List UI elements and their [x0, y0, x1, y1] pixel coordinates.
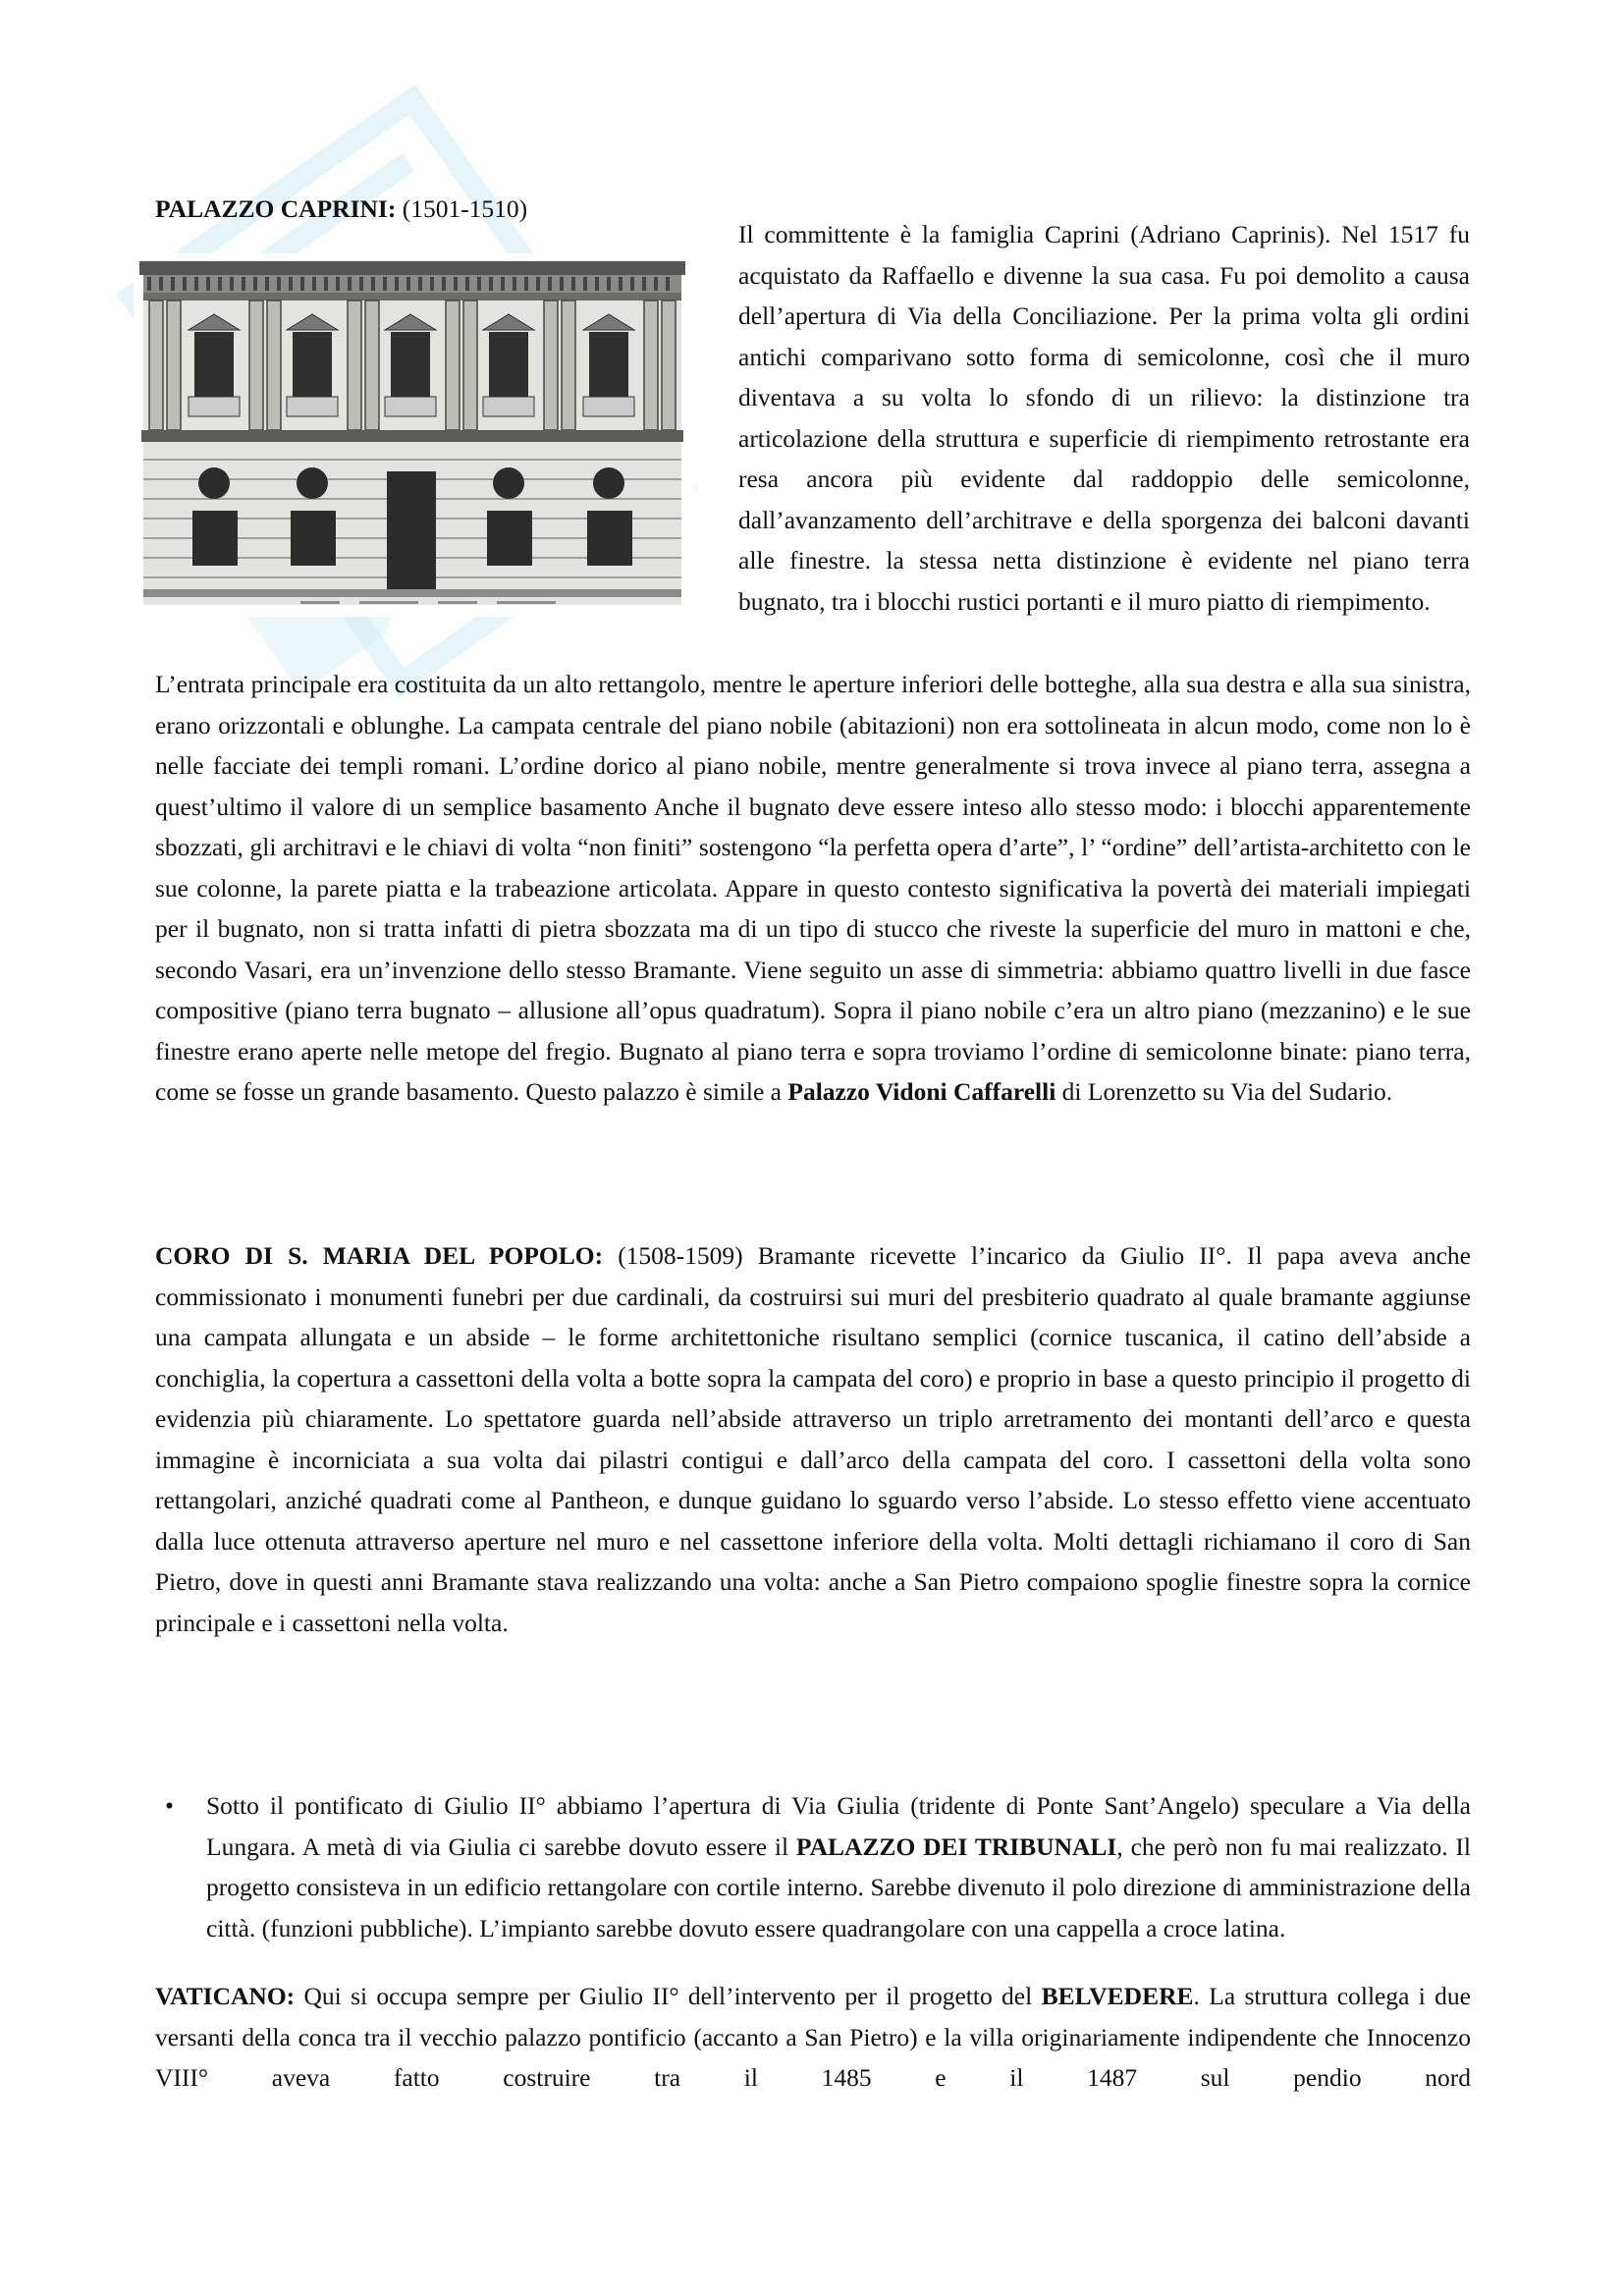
bullet-text-a: Sotto il pontificato di Giulio II° abbiamo l’apertura di Via Giulia (tridente di Ponte Sant’Angelo) speculare a Via della Lungara. A metà di via Giulia ci sarebbe dovuto essere il: [206, 1791, 1471, 1861]
bullet-bold: PALAZZO DEI TRIBUNALI: [795, 1831, 1117, 1861]
vaticano-section: [155, 1976, 1471, 2099]
bullet-text-b: , che però non fu mai realizzato. Il progetto consisteva in un edificio rettangolare con cortile interno. Sarebbe divenuto il polo direzione di amministrazione della città. (funzioni pubbliche). L’impianto sarebbe dovuto essere quadrangolare con una cappella a croce latina.: [206, 1831, 1471, 1942]
bullet-marker: •: [165, 1791, 174, 1820]
body-end: di Lorenzetto su Via del Sudario.: [1056, 1077, 1393, 1106]
vaticano-paragraph: [155, 1976, 1471, 2099]
vaticano-title: VATICANO:: [155, 1982, 296, 2010]
bullet-item: [165, 1785, 1471, 1948]
bullet-paragraph: [206, 1785, 1471, 1948]
coro-title: CORO DI S. MARIA DEL POPOLO:: [155, 1241, 604, 1270]
vaticano-text-a: Qui si occupa sempre per Giulio II° dell’intervento per il progetto del: [295, 1982, 1042, 2010]
palazzo-caprini-dates: (1501-1510): [402, 194, 528, 223]
body-text: L’entrata principale era costituita da un alto rettangolo, mentre le aperture inferiori delle botteghe, alla sua destra e alla sua sinistra, erano orizzontali e oblunghe. La campata centrale del piano nobile (abitazioni) non era sottolineata in alcun modo, come non lo è nelle facciate dei templi romani. L’ordine dorico al piano nobile, mentre generalmente si trova invece al piano terra, assegna a quest’ultimo il valore di un semplice basamento Anche il bugnato deve essere inteso allo stesso modo: i blocchi apparentemente sbozzati, gli architravi e le chiavi di volta “non finiti” sostengono “la perfetta opera d’arte”, l’ “ordine” dell’artista-architetto con le sue colonne, la parete piatta e la trabeazione articolata. Appare in questo contesto significativa la povertà dei materiali impiegati per il bugnato, non si tratta infatti di pietra sbozzata ma di un tipo di stucco che riveste la superficie del muro in mattoni e che, secondo Vasari, era un’invenzione dello stesso Bramante. Viene seguito un asse di simmetria: abbiamo quattro livelli in due fasce compositive (piano terra bugnato – allusione all’opus quadratum). Sopra il piano nobile c’era un altro piano (mezzanino) e le sue finestre erano aperte nelle metope del fregio. Bugnato al piano terra e sopra troviamo l’ordine di semicolonne binate: piano terra, come se fosse un grande basamento. Questo palazzo è simile a: [155, 670, 1471, 1106]
body-paragraph: [155, 664, 1471, 1113]
intro-paragraph: Il committente è la famiglia Caprini (Adriano Caprinis). Nel 1517 fu acquistato da Raffaello e divenne la sua casa. Fu poi demolito a causa dell’apertura di Via della Conciliazione. Per la prima volta gli ordini antichi comparivano sotto forma di semicolonne, così che il muro diventava a su volta lo sfondo di un rilievo: la distinzione tra articolazione della struttura e superficie di riempimento retrostante era resa ancora più evidente dal raddoppio delle semicolonne, dall’avanzamento dell’architrave e della sporgenza dei balconi davanti alle finestre. la stessa netta distinzione è evidente nel piano terra bugnato, tra i blocchi rustici portanti e il muro piatto di riempimento.: [738, 220, 1470, 616]
body-bold: Palazzo Vidoni Caffarelli: [787, 1077, 1056, 1106]
palazzo-caprini-heading: [155, 189, 527, 230]
vaticano-bold: BELVEDERE: [1041, 1982, 1194, 2010]
palazzo-caprini-body: [155, 664, 1471, 1113]
coro-section: [155, 1235, 1471, 1643]
coro-text: (1508-1509) Bramante ricevette l’incarico da Giulio II°. Il papa aveva anche commissionato i monumenti funebri per due cardinali, da costruirsi sui muri del presbiterio quadrato al quale bramante aggiunse una campata allungata e un abside – le forme architettoniche risultano semplici (cornice tuscanica, il catino dell’abside a conchiglia, la copertura a cassettoni della volta a botte sopra la campata del coro) e proprio in base a questo principio il progetto di evidenzia più chiaramente. Lo spettatore guarda nell’abside attraverso un triplo arretramento dei montanti dell’arco e questa immagine è incorniciata a sua volta dai pilastri contigui e dall’arco della campata del coro. I cassettoni della volta sono rettangolari, anziché quadrati come al Pantheon, e dunque guidano lo sguardo verso l’abside. Lo stesso effetto viene accentuato dalla luce ottenuta attraverso aperture nel muro e nel cassettone inferiore della volta. Molti dettagli richiamano il coro di San Pietro, dove in questi anni Bramante stava realizzando una volta: anche a San Pietro compaiono spoglie finestre sopra la cornice principale e i cassettoni nella volta.: [155, 1241, 1471, 1637]
palazzo-caprini-intro: [738, 214, 1470, 622]
palazzo-caprini-title: PALAZZO CAPRINI:: [155, 194, 397, 223]
palazzo-caprini-engraving: [134, 253, 695, 617]
vaticano-text-b: . La struttura collega i due versanti della conca tra il vecchio palazzo pontificio (accanto a San Pietro) e la villa originariamente indipendente che Innocenzo VIII° aveva fatto costruire tra il 1485 e il 1487 sul pendio nord: [155, 1982, 1472, 2092]
coro-paragraph: [155, 1235, 1471, 1643]
